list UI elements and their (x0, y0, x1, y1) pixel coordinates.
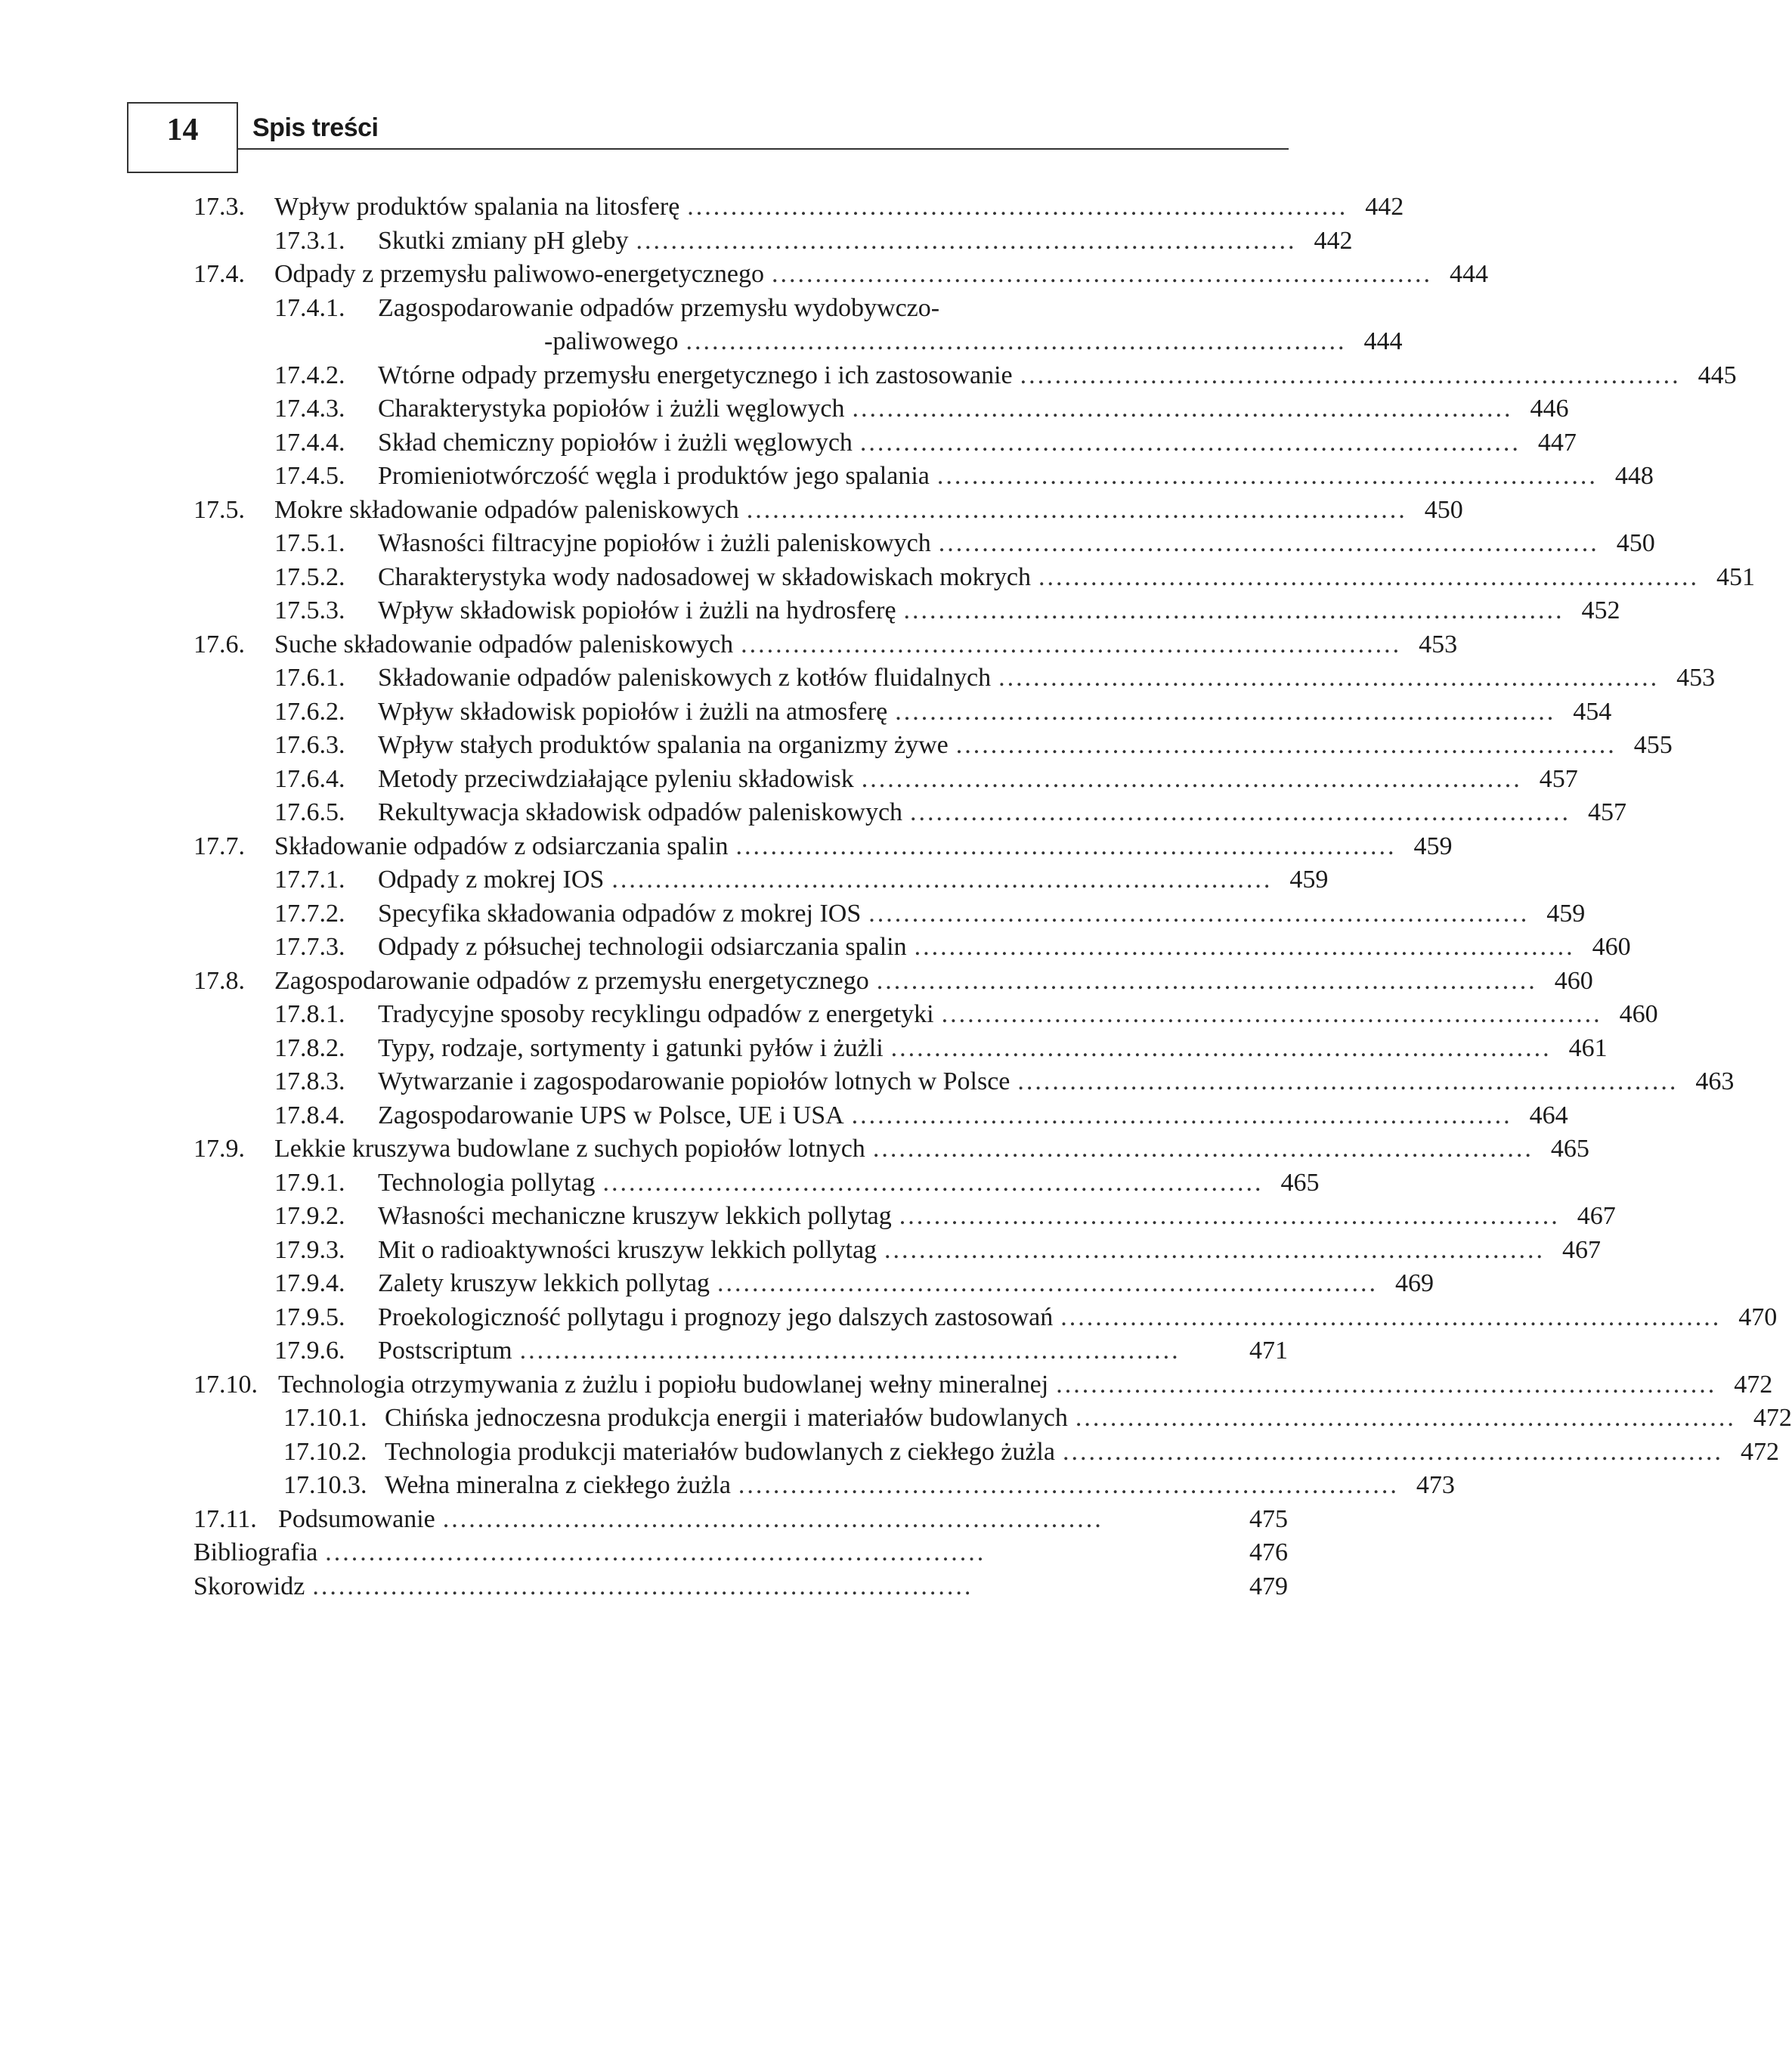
entry-number: 17.10.2. (283, 1437, 367, 1466)
entry-title: Charakterystyka popiołów i żużli węglowych (378, 395, 845, 423)
toc-entry[interactable] (0, 696, 1612, 729)
entry-page: 475 (1249, 1504, 1288, 1533)
entry-number: 17.6. (193, 630, 245, 658)
entry-number: 17.8.3. (274, 1067, 345, 1095)
toc-entry[interactable] (0, 796, 1627, 829)
entry-page: 465 (1550, 1135, 1589, 1163)
dot-leader: ............................................................................ (325, 1538, 986, 1566)
dot-leader: ............................................................................ (738, 1471, 1399, 1499)
entry-title: Zagospodarowanie odpadów z przemysłu energetycznego (274, 966, 869, 995)
dot-leader: ............................................................................ (1075, 1404, 1736, 1432)
entry-number: 17.7.2. (274, 899, 345, 928)
entry-title-line (378, 225, 1353, 258)
entry-title: Skład chemiczny popiołów i żużli węglowych (378, 428, 853, 457)
entry-title-line (193, 1536, 1288, 1569)
toc-entry[interactable] (0, 763, 1578, 796)
entry-number: 17.7.1. (274, 866, 345, 894)
entry-title-line (378, 594, 1620, 627)
toc-entry[interactable] (0, 561, 1755, 594)
entry-number: 17.6.1. (274, 664, 345, 692)
entry-title-line (193, 1570, 1288, 1603)
entry-page: 457 (1539, 764, 1578, 793)
entry-page: 447 (1537, 428, 1577, 457)
entry-number: 17.4.5. (274, 462, 345, 490)
entry-title: Metody przeciwdziałające pyleniu składowisk (378, 764, 854, 793)
entry-page: 459 (1546, 899, 1586, 928)
toc-entry[interactable] (0, 594, 1620, 627)
entry-page: 471 (1249, 1337, 1288, 1365)
entry-number: 17.6.2. (274, 697, 345, 726)
entry-title-line (378, 1166, 1320, 1200)
dot-leader: ............................................................................ (859, 428, 1521, 457)
entry-page: 469 (1395, 1269, 1435, 1297)
entry-title: Technologia produkcji materiałów budowlanych z ciekłego żużla (385, 1437, 1055, 1466)
entry-number: 17.6.4. (274, 764, 345, 793)
entry-number: 17.8.2. (274, 1033, 345, 1062)
dot-leader: ............................................................................ (876, 966, 1537, 995)
entry-title-line (274, 830, 1453, 863)
toc-entry[interactable] (0, 863, 1381, 897)
entry-title-line (385, 1436, 1779, 1469)
entry-title-line (274, 628, 1458, 661)
entry-page: 459 (1413, 832, 1453, 860)
entry-number: 17.6.5. (274, 798, 345, 826)
entry-title: Rekultywacja składowisk odpadów paleniskowych (378, 798, 903, 826)
entry-title-line (378, 1334, 1288, 1368)
toc-entry[interactable] (0, 1166, 1381, 1200)
toc-entry[interactable] (0, 1200, 1616, 1233)
toc-entry[interactable] (0, 1099, 1568, 1132)
entry-title-line (278, 1503, 1288, 1536)
dot-leader: ............................................................................ (686, 327, 1347, 355)
toc-entry[interactable] (0, 1267, 1435, 1300)
entry-title: Bibliografia (193, 1538, 318, 1566)
entry-number: 17.5.3. (274, 596, 345, 624)
entry-title-line (378, 998, 1658, 1031)
dot-leader: ............................................................................ (312, 1572, 973, 1600)
entry-title-line (378, 729, 1673, 762)
entry-number: 17.4. (193, 260, 245, 288)
dot-leader: ............................................................................ (1020, 361, 1681, 389)
entry-title: Promieniotwórczość węgla i produktów jego spalania (378, 462, 930, 490)
entry-page: 460 (1592, 933, 1631, 961)
dot-leader: ............................................................................ (687, 193, 1348, 221)
entry-number: 17.3.1. (274, 226, 345, 255)
entry-title: Wpływ składowisk popiołów i żużli na atmosferę (378, 697, 888, 726)
entry-title-line (378, 426, 1577, 460)
entry-number: 17.9.6. (274, 1337, 345, 1365)
entry-title: Odpady z półsuchej technologii odsiarczania spalin (378, 933, 907, 961)
dot-leader: ............................................................................ (852, 395, 1513, 423)
dot-leader: ............................................................................ (1062, 1437, 1723, 1466)
entry-page: 448 (1614, 462, 1654, 490)
entry-title: Tradycyjne sposoby recyklingu odpadów z energetyki (378, 1000, 934, 1028)
toc-entry[interactable] (0, 661, 1716, 695)
entry-title: Własności mechaniczne kruszyw lekkich pollytag (378, 1202, 892, 1230)
dot-leader: ............................................................................ (910, 798, 1571, 826)
entry-title-line (378, 292, 1288, 325)
entry-page: 465 (1280, 1168, 1320, 1197)
dot-leader: ............................................................................ (936, 462, 1598, 490)
toc-entry[interactable] (0, 191, 1404, 224)
toc-entry[interactable] (0, 225, 1381, 258)
entry-title-line (378, 931, 1631, 964)
entry-number: 17.11. (193, 1504, 257, 1533)
entry-page: 459 (1289, 866, 1329, 894)
dot-leader: ............................................................................ (884, 1235, 1546, 1264)
entry-title: Zagospodarowanie UPS w Polsce, UE i USA (378, 1101, 844, 1129)
entry-page: 460 (1619, 1000, 1658, 1028)
entry-number: 17.10. (193, 1370, 258, 1399)
toc-entry[interactable] (0, 460, 1654, 493)
entry-page: 445 (1698, 361, 1737, 389)
entry-title-line (274, 1132, 1589, 1166)
entry-page: 473 (1416, 1471, 1455, 1499)
entry-title: Odpady z przemysłu paliwowo-energetycznego (274, 260, 764, 288)
toc-entry-continuation (0, 325, 1403, 358)
entry-title-line (378, 392, 1569, 426)
running-header-title: Spis treści (252, 113, 379, 142)
entry-page: 455 (1633, 731, 1673, 759)
entry-title: Proekologiczność pollytagu i prognozy jego dalszych zastosowań (378, 1303, 1054, 1331)
entry-title-line (378, 1099, 1568, 1132)
entry-title-line (378, 359, 1737, 392)
entry-number: 17.10.3. (283, 1471, 367, 1499)
entry-number: 17.9. (193, 1135, 245, 1163)
entry-title-line (378, 1200, 1616, 1233)
entry-title-line (274, 965, 1593, 998)
toc-entry[interactable] (0, 931, 1631, 964)
toc-entry[interactable] (0, 965, 1593, 998)
toc-entry[interactable] (0, 1368, 1773, 1402)
entry-page: 446 (1530, 395, 1569, 423)
dot-leader: ............................................................................ (735, 832, 1397, 860)
entry-title-line (378, 1234, 1602, 1267)
entry-title-line (378, 1301, 1778, 1334)
toc-entry[interactable] (0, 628, 1458, 661)
entry-number: 17.4.2. (274, 361, 345, 389)
entry-page: 454 (1573, 697, 1612, 726)
entry-number: 17.9.4. (274, 1269, 345, 1297)
entry-number: 17.10.1. (283, 1404, 367, 1432)
toc-entry[interactable] (0, 1301, 1778, 1334)
entry-title-line (274, 494, 1463, 527)
entry-page: 470 (1738, 1303, 1778, 1331)
entry-number: 17.4.3. (274, 395, 345, 423)
entry-title: Podsumowanie (278, 1504, 435, 1533)
entry-number: 17.7.3. (274, 933, 345, 961)
entry-number: 17.5.1. (274, 529, 345, 557)
entry-title: Skorowidz (193, 1572, 305, 1600)
toc-entry[interactable] (0, 494, 1463, 527)
entry-title: Odpady z mokrej IOS (378, 866, 605, 894)
dot-leader: ............................................................................ (1056, 1370, 1717, 1399)
entry-number: 17.5. (193, 495, 245, 524)
toc-entry[interactable] (0, 1536, 1381, 1569)
entry-number: 17.8. (193, 966, 245, 995)
toc-entry[interactable] (0, 1436, 1779, 1469)
entry-title: Wełna mineralna z ciekłego żużla (385, 1471, 731, 1499)
entry-number: 17.8.4. (274, 1101, 345, 1129)
entry-title: Technologia otrzymywania z żużlu i popiołu budowlanej wełny mineralnej (278, 1370, 1049, 1399)
entry-title-line (274, 191, 1404, 224)
entry-title: Składowanie odpadów paleniskowych z kotłów fluidalnych (378, 664, 992, 692)
toc-entry[interactable] (0, 1032, 1608, 1065)
entry-number: 17.4.4. (274, 428, 345, 457)
toc-entry[interactable] (0, 292, 1381, 325)
header-rule (238, 148, 1289, 150)
entry-page: 472 (1734, 1370, 1773, 1399)
dot-leader: ............................................................................ (746, 495, 1407, 524)
entry-title: Specyfika składowania odpadów z mokrej IOS (378, 899, 862, 928)
dot-leader: ............................................................................ (771, 260, 1432, 288)
entry-title: Charakterystyka wody nadosadowej w składowiskach mokrych (378, 562, 1031, 591)
dot-leader: ............................................................................ (636, 226, 1297, 255)
toc-entry[interactable] (0, 1570, 1381, 1603)
entry-title: Postscriptum (378, 1337, 512, 1365)
entry-page: 450 (1616, 529, 1655, 557)
entry-number: 17.6.3. (274, 731, 345, 759)
entry-title: Skutki zmiany pH gleby (378, 226, 629, 255)
entry-title-line (274, 258, 1488, 291)
toc-entry[interactable] (0, 729, 1673, 762)
entry-title-line (385, 1402, 1792, 1435)
entry-number: 17.9.3. (274, 1235, 345, 1264)
entry-title: Mokre składowanie odpadów paleniskowych (274, 495, 739, 524)
entry-page: 444 (1449, 260, 1488, 288)
entry-title: Wpływ produktów spalania na litosferę (274, 193, 680, 221)
entry-title: Technologia pollytag (378, 1168, 596, 1197)
entry-page: 457 (1588, 798, 1627, 826)
dot-leader: ............................................................................ (519, 1337, 1181, 1365)
entry-title: Wpływ stałych produktów spalania na organizmy żywe (378, 731, 949, 759)
entry-number: 17.7. (193, 832, 245, 860)
toc-entry[interactable] (0, 1234, 1602, 1267)
entry-page: 463 (1695, 1067, 1735, 1095)
entry-number: 17.9.1. (274, 1168, 345, 1197)
toc-entry[interactable] (0, 426, 1577, 460)
entry-title-continuation: -paliwowego (544, 327, 679, 355)
toc-entry[interactable] (0, 1469, 1455, 1502)
entry-page: 452 (1581, 596, 1620, 624)
entry-page: 453 (1676, 664, 1716, 692)
entry-title-line (378, 897, 1586, 931)
toc-entry[interactable] (0, 897, 1586, 931)
entry-title: Wytwarzanie i zagospodarowanie popiołów lotnych w Polsce (378, 1067, 1011, 1095)
entry-title-line (378, 661, 1716, 695)
entry-page: 442 (1314, 226, 1353, 255)
entry-page: 451 (1716, 562, 1755, 591)
entry-number: 17.9.2. (274, 1202, 345, 1230)
entry-page: 460 (1554, 966, 1593, 995)
entry-page: 472 (1740, 1437, 1779, 1466)
entry-title: Wpływ składowisk popiołów i żużli na hydrosferę (378, 596, 896, 624)
dot-leader: ............................................................................ (914, 933, 1575, 961)
entry-page: 479 (1249, 1572, 1288, 1600)
entry-page: 453 (1419, 630, 1458, 658)
dot-leader: ............................................................................ (1038, 562, 1699, 591)
dot-leader: ............................................................................ (611, 866, 1273, 894)
dot-leader: ............................................................................ (998, 664, 1660, 692)
entry-title-line (378, 796, 1627, 829)
entry-title-line (544, 325, 1403, 358)
entry-title: Zalety kruszyw lekkich pollytag (378, 1269, 710, 1297)
entry-page: 464 (1529, 1101, 1568, 1129)
entry-title: Chińska jednoczesna produkcja energii i materiałów budowlanych (385, 1404, 1068, 1432)
entry-title-line (378, 863, 1329, 897)
entry-title: Zagospodarowanie odpadów przemysłu wydobywczo- (378, 293, 940, 322)
entry-number: 17.4.1. (274, 293, 345, 322)
toc-entry[interactable] (0, 1503, 1381, 1536)
toc-entry[interactable] (0, 392, 1569, 426)
dot-leader: ............................................................................ (741, 630, 1402, 658)
entry-title-line (378, 527, 1655, 560)
entry-page: 442 (1365, 193, 1404, 221)
dot-leader: ............................................................................ (938, 529, 1599, 557)
page-number: 14 (166, 113, 199, 147)
entry-title: Lekkie kruszywa budowlane z suchych popiołów lotnych (274, 1135, 865, 1163)
entry-number: 17.5.2. (274, 562, 345, 591)
entry-title-line (378, 1267, 1435, 1300)
toc-entry[interactable] (0, 359, 1737, 392)
entry-title: Składowanie odpadów z odsiarczania spalin (274, 832, 729, 860)
dot-leader: ............................................................................ (602, 1168, 1264, 1197)
entry-title: Suche składowanie odpadów paleniskowych (274, 630, 734, 658)
dot-leader: ............................................................................ (1017, 1067, 1679, 1095)
entry-title-line (378, 1032, 1608, 1065)
entry-title-line (378, 561, 1755, 594)
entry-title: Własności filtracyjne popiołów i żużli paleniskowych (378, 529, 931, 557)
entry-title-line (378, 763, 1578, 796)
dot-leader: ............................................................................ (895, 697, 1556, 726)
dot-leader: ............................................................................ (861, 764, 1522, 793)
entry-page: 450 (1424, 495, 1463, 524)
toc-entry[interactable] (0, 258, 1488, 291)
entry-title-line (378, 696, 1612, 729)
entry-number: 17.9.5. (274, 1303, 345, 1331)
dot-leader: ............................................................................ (868, 899, 1530, 928)
entry-title: Mit o radioaktywności kruszyw lekkich pollytag (378, 1235, 877, 1264)
entry-page: 467 (1562, 1235, 1602, 1264)
entry-title-line (278, 1368, 1773, 1402)
entry-number: 17.8.1. (274, 1000, 345, 1028)
entry-title-line (385, 1469, 1455, 1502)
entry-page: 467 (1577, 1202, 1616, 1230)
dot-leader: ............................................................................ (890, 1033, 1552, 1062)
entry-page: 461 (1568, 1033, 1608, 1062)
entry-title: Wtórne odpady przemysłu energetycznego i ich zastosowanie (378, 361, 1013, 389)
toc-entry[interactable] (0, 998, 1658, 1031)
entry-number: 17.3. (193, 193, 245, 221)
toc-entry[interactable] (0, 1334, 1381, 1368)
dot-leader: ............................................................................ (1060, 1303, 1722, 1331)
entry-title: Typy, rodzaje, sortymenty i gatunki pyłów i żużli (378, 1033, 884, 1062)
toc-entry[interactable] (0, 830, 1453, 863)
entry-page: 476 (1249, 1538, 1288, 1566)
dot-leader: ............................................................................ (955, 731, 1617, 759)
entry-page: 444 (1363, 327, 1403, 355)
dot-leader: ............................................................................ (717, 1269, 1379, 1297)
dot-leader: ............................................................................ (442, 1504, 1103, 1533)
dot-leader: ............................................................................ (872, 1135, 1534, 1163)
dot-leader: ............................................................................ (851, 1101, 1512, 1129)
toc-entry[interactable] (0, 1402, 1792, 1435)
entry-title-line (378, 1065, 1735, 1098)
toc-entry[interactable] (0, 1065, 1735, 1098)
dot-leader: ............................................................................ (899, 1202, 1560, 1230)
dot-leader: ............................................................................ (903, 596, 1565, 624)
entry-page: 472 (1753, 1404, 1792, 1432)
entry-title-line (378, 460, 1654, 493)
dot-leader: ............................................................................ (941, 1000, 1602, 1028)
toc-entry[interactable] (0, 527, 1655, 560)
toc-entry[interactable] (0, 1132, 1589, 1166)
